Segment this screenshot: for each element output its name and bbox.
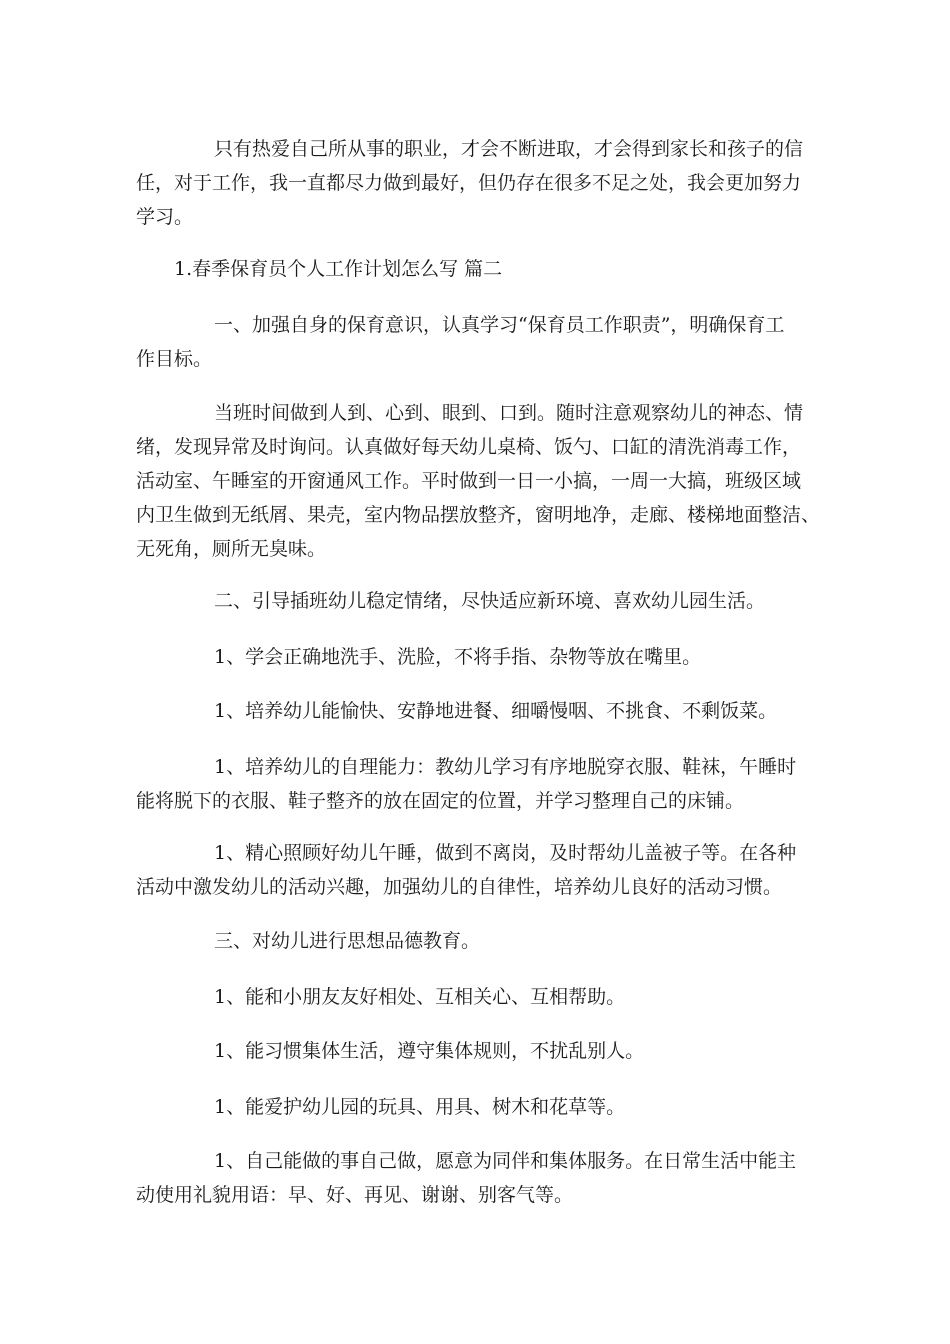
paragraph-line: 1、培养幼儿的自理能力：教幼儿学习有序地脱穿衣服、鞋袜，午睡时 [214, 756, 797, 778]
paragraph-line: 能将脱下的衣服、鞋子整齐的放在固定的位置，并学习整理自己的床铺。 [136, 790, 745, 812]
paragraph-1 [136, 132, 826, 234]
paragraph-5 [136, 584, 826, 618]
paragraph-12 [136, 1034, 826, 1068]
paragraph-line: 一、加强自身的保育意识，认真学习“保育员工作职责”，明确保育工 [214, 314, 785, 336]
paragraph-11 [136, 980, 826, 1014]
paragraph-line: 三、对幼儿进行思想品德教育。 [214, 930, 481, 952]
paragraph-line: 1、学会正确地洗手、洗脸，不将手指、杂物等放在嘴里。 [214, 646, 702, 668]
paragraph-4 [136, 396, 826, 566]
paragraph-14 [136, 1144, 826, 1212]
paragraph-line: 动使用礼貌用语：早、好、再见、谢谢、别客气等。 [136, 1184, 574, 1206]
paragraph-line: 1、能习惯集体生活，遵守集体规则，不扰乱别人。 [214, 1040, 645, 1062]
paragraph-9 [136, 836, 826, 904]
paragraph-10 [136, 924, 826, 958]
paragraph-line: 1、能爱护幼儿园的玩具、用具、树木和花草等。 [214, 1096, 626, 1118]
paragraph-line: 内卫生做到无纸屑、果壳，室内物品摆放整齐，窗明地净，走廊、楼梯地面整洁、 [136, 504, 821, 526]
paragraph-line: 1、能和小朋友友好相处、互相关心、互相帮助。 [214, 986, 626, 1008]
heading-line: 1.春季保育员个人工作计划怎么写 篇二 [174, 258, 503, 280]
paragraph-line: 1、精心照顾好幼儿午睡，做到不离岗，及时帮幼儿盖被子等。在各种 [214, 842, 797, 864]
section-heading [136, 252, 826, 286]
paragraph-line: 无死角，厕所无臭味。 [136, 538, 327, 560]
paragraph-line: 1、培养幼儿能愉快、安静地进餐、细嚼慢咽、不挑食、不剩饭菜。 [214, 700, 778, 722]
paragraph-line: 活动室、午睡室的开窗通风工作。平时做到一日一小搞，一周一大搞，班级区域 [136, 470, 802, 492]
paragraph-7 [136, 694, 826, 728]
paragraph-line: 二、引导插班幼儿稳定情绪，尽快适应新环境、喜欢幼儿园生活。 [214, 590, 766, 612]
paragraph-3 [136, 308, 826, 376]
paragraph-line: 活动中激发幼儿的活动兴趣，加强幼儿的自律性，培养幼儿良好的活动习惯。 [136, 876, 783, 898]
paragraph-line: 当班时间做到人到、心到、眼到、口到。随时注意观察幼儿的神态、情 [214, 402, 804, 424]
paragraph-line: 1、自己能做的事自己做，愿意为同伴和集体服务。在日常生活中能主 [214, 1150, 797, 1172]
paragraph-13 [136, 1090, 826, 1124]
paragraph-line: 任，对于工作，我一直都尽力做到最好，但仍存在很多不足之处，我会更加努力 [136, 172, 802, 194]
paragraph-6 [136, 640, 826, 674]
paragraph-line: 绪，发现异常及时询问。认真做好每天幼儿桌椅、饭勺、口缸的清洗消毒工作， [136, 436, 802, 458]
paragraph-line: 学习。 [136, 206, 194, 228]
paragraph-line: 只有热爱自己所从事的职业，才会不断进取，才会得到家长和孩子的信 [214, 138, 804, 160]
paragraph-8 [136, 750, 826, 818]
paragraph-line: 作目标。 [136, 348, 213, 370]
